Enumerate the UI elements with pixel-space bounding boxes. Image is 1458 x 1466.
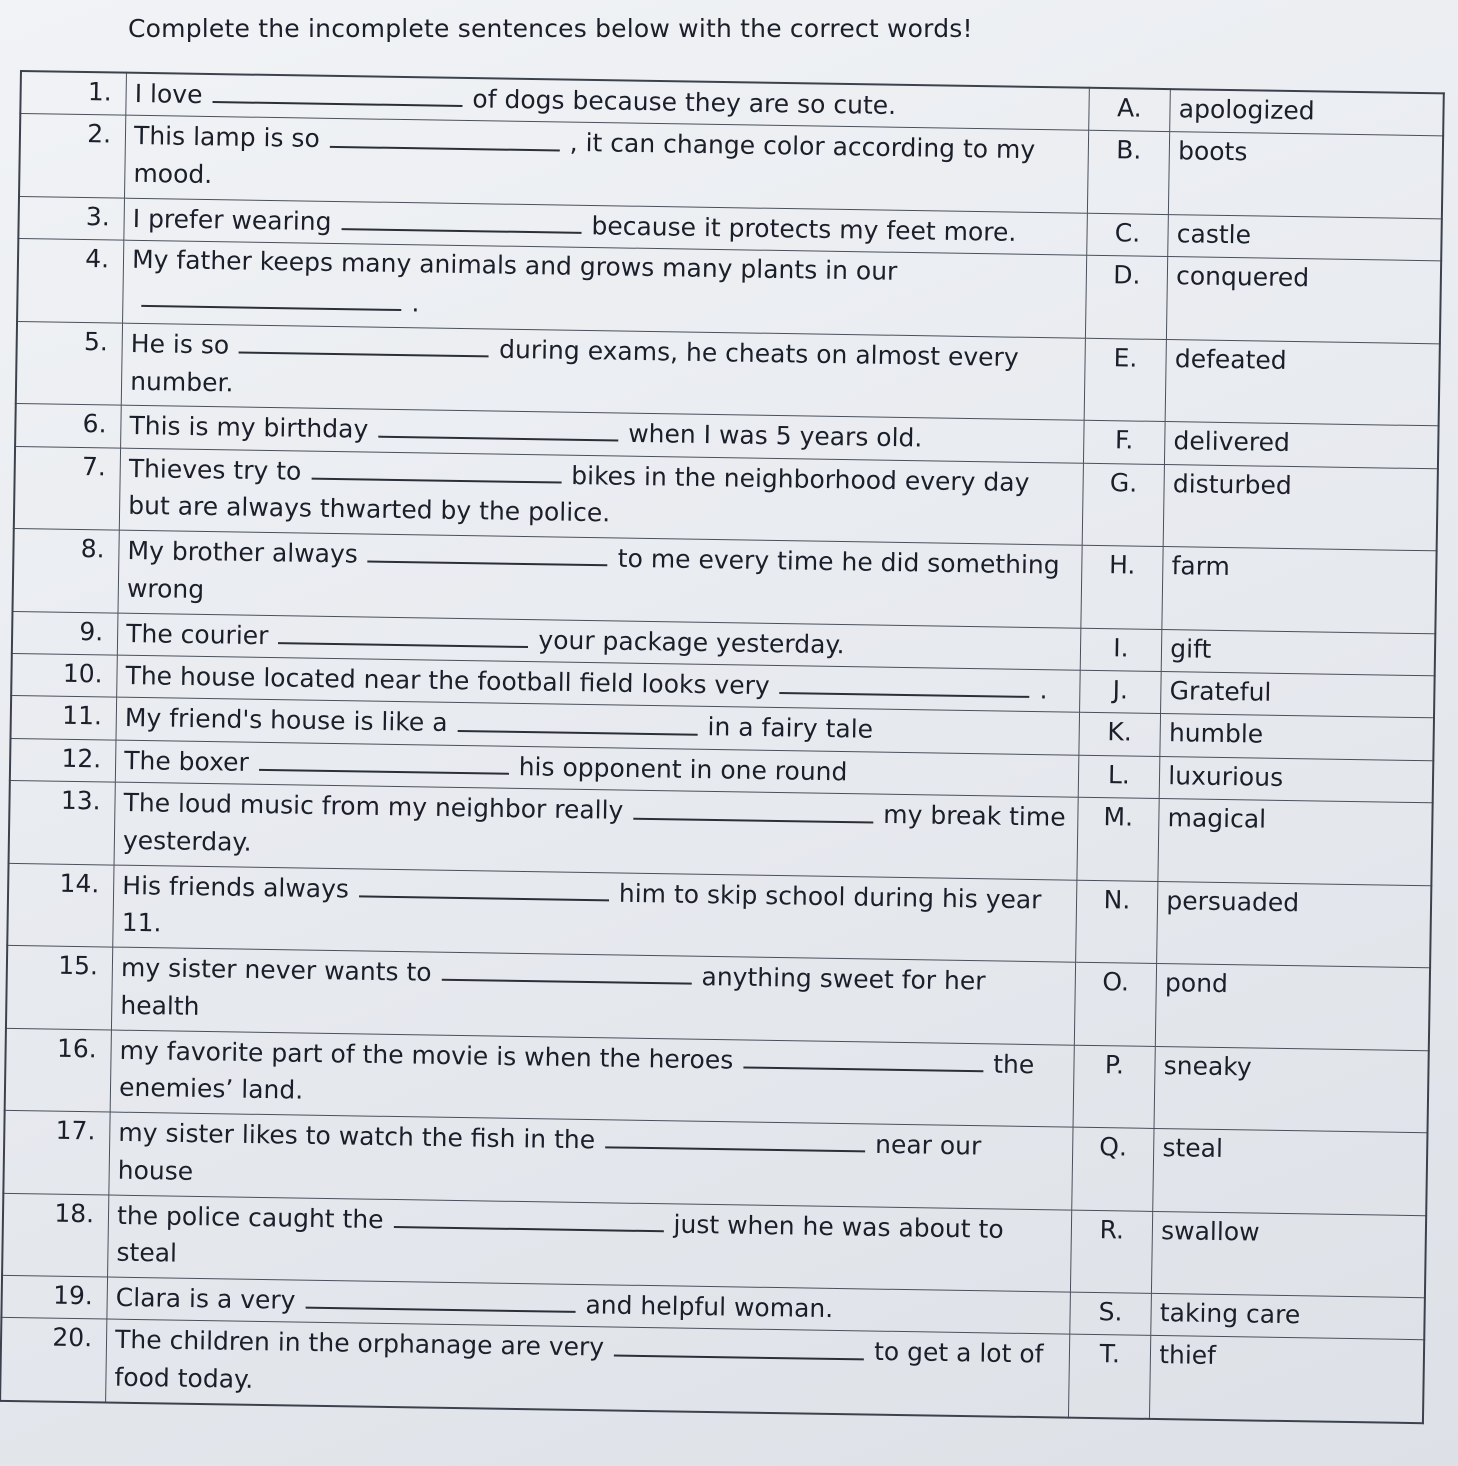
question-sentence (125, 116, 1089, 214)
question-number: 5. (16, 321, 123, 405)
question-number: 12. (10, 738, 116, 782)
option-letter: K. (1078, 713, 1160, 757)
answer-blank[interactable] (633, 791, 873, 823)
question-number: 7. (14, 446, 121, 530)
answer-blank[interactable] (368, 535, 608, 567)
option-word: gift (1161, 629, 1435, 676)
sentence-start: I love (134, 79, 203, 110)
question-sentence (109, 1112, 1073, 1210)
answer-blank[interactable] (141, 279, 401, 311)
exercise-table (0, 70, 1445, 1424)
option-letter: T. (1068, 1335, 1151, 1419)
option-letter: A. (1088, 88, 1170, 132)
answer-blank[interactable] (614, 1328, 864, 1360)
sentence-start: my favorite part of the movie is when the heroes (119, 1035, 734, 1075)
question-sentence (121, 323, 1085, 421)
option-word: Grateful (1161, 671, 1435, 718)
question-number: 6. (15, 404, 121, 448)
sentence-start: My brother always (127, 536, 359, 569)
option-word: pond (1156, 964, 1431, 1051)
question-number: 15. (6, 946, 113, 1030)
sentence-end: of dogs because they are so cute. (472, 84, 897, 121)
sentence-end: to get a lot of food today. (114, 1337, 1044, 1394)
sentence-end: my break time yesterday. (122, 800, 1066, 857)
option-letter: E. (1084, 338, 1167, 422)
option-letter: M. (1076, 797, 1159, 881)
answer-blank[interactable] (605, 1120, 865, 1152)
answer-blank[interactable] (359, 869, 609, 901)
sentence-start: The loud music from my neighbor really (123, 788, 624, 826)
option-word: conquered (1167, 257, 1442, 344)
question-sentence (112, 947, 1076, 1045)
answer-blank[interactable] (743, 1040, 983, 1072)
question-sentence (118, 530, 1082, 628)
sentence-end: anything sweet for her health (120, 962, 986, 1021)
question-sentence (113, 865, 1077, 963)
sentence-start: He is so (130, 328, 230, 360)
option-letter: N. (1075, 880, 1158, 964)
sentence-end: because it protects my feet more. (591, 211, 1017, 247)
option-word: luxurious (1159, 756, 1433, 803)
sentence-end: . (411, 288, 420, 318)
option-letter: H. (1080, 545, 1163, 629)
question-number: 13. (9, 781, 116, 865)
sentence-end: . (1039, 675, 1048, 705)
option-word: farm (1162, 547, 1437, 634)
sentence-start: the police caught the (116, 1200, 384, 1234)
sentence-end: and helpful woman. (585, 1290, 834, 1324)
sentence-start: The boxer (124, 745, 249, 777)
sentence-end: him to skip school during his year 11. (121, 878, 1042, 938)
option-word: sneaky (1154, 1046, 1429, 1133)
sentence-start: The courier (126, 618, 269, 650)
sentence-start: my sister never wants to (120, 953, 432, 987)
question-number: 16. (5, 1028, 112, 1112)
question-number: 17. (3, 1110, 110, 1194)
answer-blank[interactable] (393, 1200, 663, 1232)
option-letter: L. (1078, 755, 1160, 799)
option-word: swallow (1152, 1211, 1427, 1298)
answer-blank[interactable] (212, 75, 462, 107)
question-sentence (123, 240, 1087, 338)
answer-blank[interactable] (278, 616, 528, 648)
worksheet-title: Complete the incomplete sentences below with the correct words! (128, 14, 973, 43)
question-number: 2. (19, 114, 126, 198)
question-number: 9. (12, 611, 118, 655)
answer-blank[interactable] (259, 743, 509, 775)
sentence-start: This lamp is so (133, 121, 320, 154)
option-letter: S. (1069, 1292, 1151, 1336)
sentence-end: his opponent in one round (518, 751, 848, 787)
answer-blank[interactable] (341, 202, 581, 234)
option-letter: O. (1074, 962, 1157, 1046)
question-number: 20. (0, 1318, 107, 1403)
option-letter: J. (1079, 670, 1161, 714)
sentence-end: just when he was about to steal (116, 1209, 1004, 1268)
option-word: thief (1150, 1336, 1425, 1423)
sentence-start: This is my birthday (129, 411, 369, 444)
sentence-end: bikes in the neighborhood every day but are always thwarted by the police. (128, 460, 1030, 528)
option-word: defeated (1165, 339, 1440, 426)
option-letter: F. (1083, 420, 1165, 464)
option-letter: C. (1086, 213, 1168, 257)
sentence-end: to me every time he did something wrong (126, 543, 1060, 604)
sentence-end: in a fairy tale (707, 712, 874, 745)
option-word: taking care (1151, 1293, 1425, 1340)
answer-blank[interactable] (780, 666, 1030, 698)
question-number: 4. (17, 239, 124, 323)
sentence-start: I prefer wearing (132, 203, 332, 237)
option-word: castle (1168, 214, 1442, 261)
answer-blank[interactable] (305, 1281, 575, 1313)
question-number: 19. (1, 1275, 107, 1319)
question-sentence (114, 782, 1078, 880)
question-number: 8. (13, 529, 120, 613)
answer-blank[interactable] (239, 325, 489, 357)
sentence-start: Clara is a very (115, 1282, 296, 1315)
option-letter: B. (1087, 131, 1170, 215)
answer-blank[interactable] (457, 703, 697, 735)
question-number: 3. (18, 196, 124, 240)
sentence-end: the enemies’ land. (118, 1049, 1035, 1105)
sentence-start: The house located near the football field looks very (125, 660, 770, 701)
option-letter: D. (1085, 256, 1168, 340)
sentence-end: your package yesterday. (538, 625, 845, 659)
sentence-start: My father keeps many animals and grows many plants in our (131, 245, 898, 287)
option-letter: Q. (1071, 1127, 1154, 1211)
option-letter: I. (1080, 628, 1162, 672)
sentence-start: Thieves try to (128, 453, 302, 486)
answer-blank[interactable] (441, 953, 691, 985)
sentence-end: during exams, he cheats on almost every number. (129, 334, 1019, 397)
sentence-start: His friends always (122, 870, 350, 904)
option-letter: G. (1082, 463, 1165, 547)
option-word: magical (1158, 799, 1433, 886)
answer-blank[interactable] (330, 119, 560, 151)
sentence-end: when I was 5 years old. (627, 419, 923, 453)
option-word: boots (1169, 132, 1444, 219)
question-sentence (119, 448, 1083, 546)
question-sentence (110, 1030, 1074, 1128)
question-sentence (106, 1319, 1070, 1417)
option-letter: R. (1070, 1210, 1153, 1294)
sentence-end: near our house (117, 1129, 982, 1186)
option-word: disturbed (1163, 464, 1438, 551)
option-word: persuaded (1157, 881, 1432, 968)
option-word: apologized (1170, 89, 1444, 136)
sentence-start: My friend's house is like a (124, 703, 448, 738)
question-number: 11. (11, 696, 117, 740)
sentence-start: The children in the orphanage are very (114, 1325, 605, 1362)
option-word: steal (1153, 1129, 1428, 1216)
option-word: humble (1160, 714, 1434, 761)
option-letter: P. (1073, 1045, 1156, 1129)
answer-blank[interactable] (378, 410, 618, 442)
option-word: delivered (1165, 422, 1439, 469)
sentence-start: my sister likes to watch the fish in the (118, 1117, 596, 1155)
question-number: 14. (7, 863, 114, 947)
question-sentence (108, 1195, 1072, 1293)
question-number: 1. (20, 71, 126, 116)
question-number: 10. (11, 653, 117, 697)
question-number: 18. (2, 1193, 109, 1277)
sentence-end: , it can change color according to my mood. (133, 128, 1036, 190)
answer-blank[interactable] (311, 451, 561, 483)
